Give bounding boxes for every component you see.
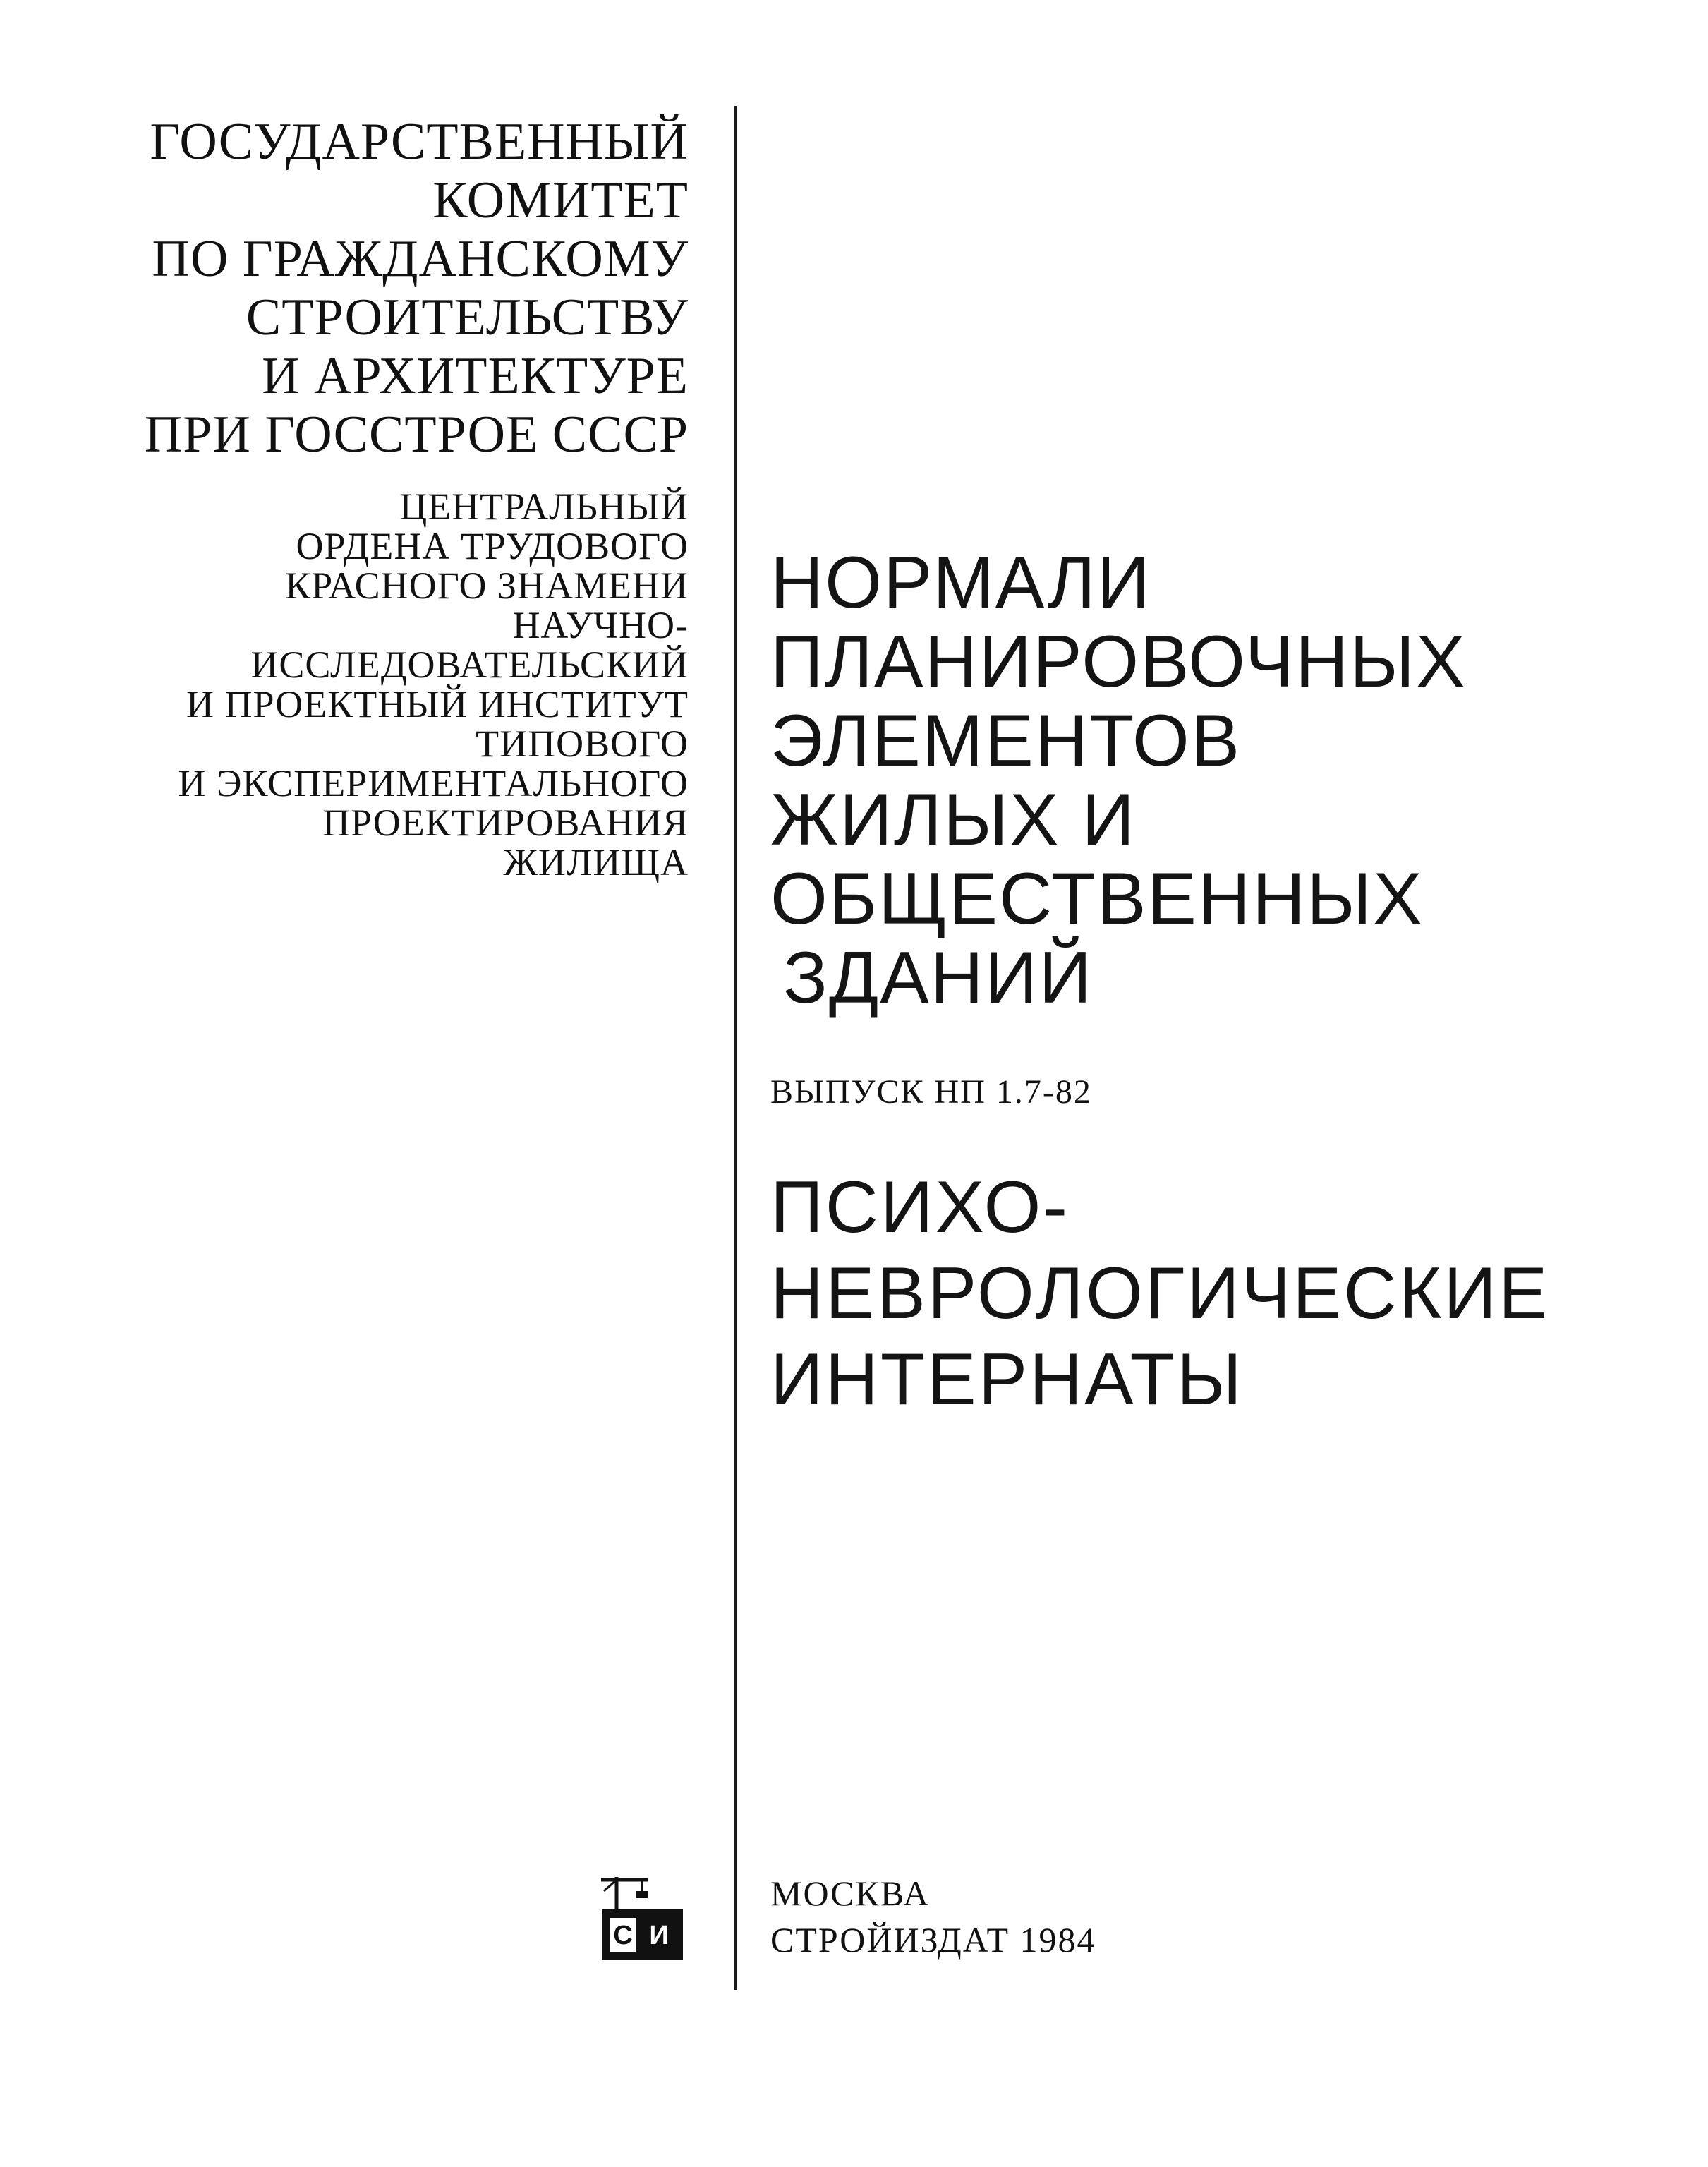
- imprint-city: МОСКВА: [770, 1873, 931, 1913]
- document-title: [770, 543, 1467, 1018]
- institute-line: ЖИЛИЩА: [503, 841, 689, 883]
- title-line: ЖИЛЫХ И: [770, 779, 1137, 861]
- institute-line: КРАСНОГО ЗНАМЕНИ: [285, 565, 689, 607]
- issue-number: ВЫПУСК НП 1.7-82: [770, 1073, 1092, 1111]
- publisher-logo-icon: [597, 1873, 689, 1964]
- title-line: ОБЩЕСТВЕННЫХ: [770, 858, 1424, 940]
- subtitle-line: ИНТЕРНАТЫ: [770, 1339, 1244, 1420]
- committee-line: СТРОИТЕЛЬСТВУ: [246, 289, 689, 346]
- title-line: ЭЛЕМЕНТОВ: [770, 700, 1242, 782]
- imprint-publisher-year: СТРОЙИЗДАТ 1984: [770, 1920, 1096, 1960]
- title-line: ЗДАНИЙ: [783, 937, 1094, 1019]
- committee-line: ГОСУДАРСТВЕННЫЙ: [150, 113, 689, 171]
- committee-name: [145, 113, 689, 464]
- institute-line: ОРДЕНА ТРУДОВОГО: [296, 525, 689, 567]
- document-subtitle: [770, 1164, 1549, 1423]
- vertical-divider: [734, 106, 737, 1990]
- title-line: НОРМАЛИ: [770, 542, 1151, 624]
- institute-name: [178, 487, 689, 882]
- imprint: [770, 1870, 1096, 1963]
- institute-line: ПРОЕКТИРОВАНИЯ: [322, 802, 689, 844]
- title-line: ПЛАНИРОВОЧНЫХ: [770, 621, 1467, 703]
- institute-line: ИССЛЕДОВАТЕЛЬСКИЙ: [250, 644, 689, 686]
- institute-line: ТИПОВОГО: [476, 723, 689, 765]
- subtitle-line: ПСИХО-: [770, 1166, 1070, 1248]
- institute-line: И ЭКСПЕРИМЕНТАЛЬНОГО: [178, 762, 689, 804]
- committee-line: ПО ГРАЖДАНСКОМУ: [152, 230, 689, 288]
- committee-line: ПРИ ГОССТРОЕ СССР: [144, 406, 689, 464]
- committee-line: КОМИТЕТ: [432, 171, 689, 229]
- institute-line: ЦЕНТРАЛЬНЫЙ: [399, 485, 689, 528]
- logo-letter-s: С: [613, 1921, 633, 1950]
- institute-line: И ПРОЕКТНЫЙ ИНСТИТУТ: [186, 683, 689, 725]
- logo-letter-i: И: [649, 1921, 669, 1950]
- subtitle-line: НЕВРОЛОГИЧЕСКИЕ: [770, 1252, 1550, 1334]
- institute-line: НАУЧНО-: [512, 604, 689, 646]
- committee-line: И АРХИТЕКТУРЕ: [262, 347, 689, 405]
